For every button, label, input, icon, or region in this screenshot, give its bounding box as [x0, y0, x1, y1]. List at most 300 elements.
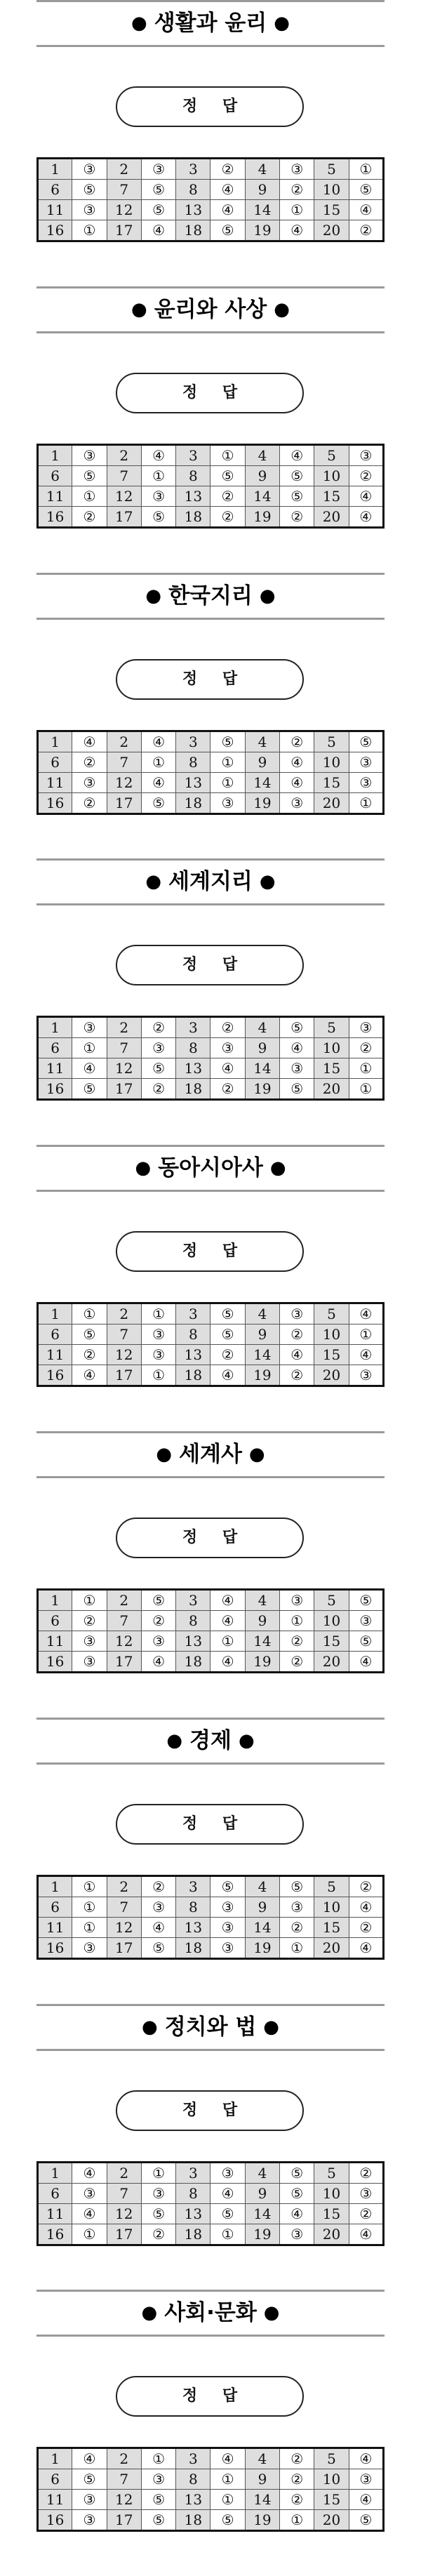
question-number: 16: [38, 1651, 72, 1672]
section-top-rule: [36, 573, 385, 575]
answer-choice: ④: [349, 2224, 383, 2245]
answer-choice: ①: [72, 1038, 107, 1058]
answer-choice: ②: [72, 752, 107, 772]
table-row: [38, 1897, 384, 1917]
question-number: 17: [107, 1079, 141, 1100]
answer-choice: ⑤: [349, 2510, 383, 2531]
answer-choice: ④: [72, 2203, 107, 2224]
answer-choice: ②: [141, 1079, 175, 1100]
question-number: 10: [314, 465, 349, 486]
bullet-dot-icon: ●: [263, 2016, 279, 2038]
answer-choice: ⑤: [72, 1079, 107, 1100]
question-number: 11: [38, 486, 72, 506]
question-number: 14: [245, 200, 279, 220]
answer-choice: ③: [141, 1345, 175, 1365]
table-row: [38, 506, 384, 527]
answer-choice: ⑤: [141, 1589, 175, 1610]
answer-label-badge: 정 답: [116, 1518, 304, 1558]
question-number: 7: [107, 2183, 141, 2203]
answer-choice: ②: [280, 1631, 314, 1651]
table-row: [38, 180, 384, 200]
question-number: 1: [38, 1875, 72, 1897]
question-number: 12: [107, 1917, 141, 1937]
answer-choice: ②: [72, 1345, 107, 1365]
question-number: 17: [107, 1937, 141, 1958]
question-number: 19: [245, 220, 279, 241]
question-number: 19: [245, 1937, 279, 1958]
answer-choice: ③: [349, 752, 383, 772]
subject-section: [0, 573, 421, 859]
bullet-dot-icon: ●: [145, 585, 162, 606]
section-top-rule: [36, 286, 385, 288]
section-bottom-rule: [36, 2335, 385, 2337]
answer-table: [36, 1588, 385, 1673]
table-row: [38, 2203, 384, 2224]
answer-choice: ②: [280, 731, 314, 752]
answer-label-badge: 정 답: [116, 373, 304, 413]
question-number: 9: [245, 2183, 279, 2203]
question-number: 4: [245, 1017, 279, 1038]
answer-choice: ⑤: [280, 486, 314, 506]
question-number: 12: [107, 1631, 141, 1651]
bullet-dot-icon: ●: [142, 2016, 158, 2038]
question-number: 11: [38, 2203, 72, 2224]
answer-choice: ④: [349, 1897, 383, 1917]
answer-choice: ⑤: [210, 731, 245, 752]
question-number: 18: [176, 2224, 210, 2245]
question-number: 18: [176, 1651, 210, 1672]
question-number: 15: [314, 772, 349, 792]
answer-choice: ①: [141, 1303, 175, 1324]
answer-choice: ①: [210, 752, 245, 772]
answer-choice: ③: [210, 1937, 245, 1958]
table-row: [38, 200, 384, 220]
question-number: 20: [314, 1937, 349, 1958]
question-number: 6: [38, 2183, 72, 2203]
answer-choice: ②: [141, 1017, 175, 1038]
answer-choice: ④: [349, 1651, 383, 1672]
table-row: [38, 2162, 384, 2183]
answer-choice: ③: [141, 2183, 175, 2203]
question-number: 7: [107, 1897, 141, 1917]
answer-choice: ③: [72, 2510, 107, 2531]
answer-choice: ③: [280, 792, 314, 814]
answer-choice: ②: [280, 2448, 314, 2469]
answer-label-badge: 정 답: [116, 1231, 304, 1272]
question-number: 4: [245, 1589, 279, 1610]
question-number: 12: [107, 1345, 141, 1365]
question-number: 13: [176, 772, 210, 792]
answer-table: [36, 1016, 385, 1101]
question-number: 11: [38, 1058, 72, 1079]
question-number: 12: [107, 1058, 141, 1079]
answer-choice: ③: [210, 1897, 245, 1917]
question-number: 7: [107, 1038, 141, 1058]
bullet-dot-icon: ●: [269, 1157, 286, 1179]
question-number: 8: [176, 1038, 210, 1058]
question-number: 14: [245, 1631, 279, 1651]
answer-choice: ⑤: [210, 2510, 245, 2531]
question-number: 1: [38, 1017, 72, 1038]
answer-choice: ④: [210, 2448, 245, 2469]
answer-choice: ③: [72, 444, 107, 465]
answer-choice: ④: [210, 1651, 245, 1672]
answer-choice: ③: [210, 2162, 245, 2183]
answer-choice: ②: [210, 1079, 245, 1100]
subject-title-text: 사회·문화: [164, 2300, 257, 2326]
table-row: [38, 1303, 384, 1324]
answer-choice: ⑤: [210, 1303, 245, 1324]
subject-title: [36, 2012, 385, 2043]
question-number: 16: [38, 792, 72, 814]
question-number: 15: [314, 1345, 349, 1365]
question-number: 10: [314, 2469, 349, 2490]
answer-choice: ④: [280, 772, 314, 792]
answer-choice: ⑤: [210, 1875, 245, 1897]
subject-section: [0, 2004, 421, 2290]
answer-choice: ④: [210, 2183, 245, 2203]
question-number: 14: [245, 1917, 279, 1937]
question-number: 3: [176, 1017, 210, 1038]
answer-choice: ②: [72, 792, 107, 814]
answer-choice: ②: [349, 465, 383, 486]
table-row: [38, 159, 384, 180]
answer-choice: ③: [280, 1897, 314, 1917]
question-number: 10: [314, 1610, 349, 1631]
answer-choice: ①: [72, 1303, 107, 1324]
table-row: [38, 752, 384, 772]
subject-section: [0, 2290, 421, 2576]
answer-choice: ②: [210, 486, 245, 506]
question-number: 15: [314, 1058, 349, 1079]
answer-choice: ④: [280, 444, 314, 465]
question-number: 4: [245, 2162, 279, 2183]
answer-choice: ③: [141, 1631, 175, 1651]
answer-choice: ③: [349, 1017, 383, 1038]
section-top-rule: [36, 0, 385, 2]
subject-section: [0, 286, 421, 573]
question-number: 9: [245, 180, 279, 200]
answer-choice: ④: [280, 220, 314, 241]
section-bottom-rule: [36, 1762, 385, 1765]
answer-choice: ③: [141, 159, 175, 180]
answer-choice: ②: [210, 506, 245, 527]
answer-choice: ⑤: [141, 1058, 175, 1079]
subject-section: [0, 1431, 421, 1718]
question-number: 18: [176, 2510, 210, 2531]
question-number: 1: [38, 1303, 72, 1324]
answer-choice: ⑤: [141, 2510, 175, 2531]
subject-title: [36, 1439, 385, 1470]
question-number: 10: [314, 1324, 349, 1345]
question-number: 13: [176, 200, 210, 220]
answer-choice: ④: [141, 731, 175, 752]
section-top-rule: [36, 858, 385, 861]
section-bottom-rule: [36, 1476, 385, 1478]
answer-choice: ③: [141, 1324, 175, 1345]
answer-choice: ⑤: [141, 180, 175, 200]
section-bottom-rule: [36, 331, 385, 333]
answer-choice: ⑤: [349, 1589, 383, 1610]
answer-choice: ⑤: [141, 1937, 175, 1958]
answer-choice: ②: [349, 1875, 383, 1897]
answer-choice: ④: [141, 1651, 175, 1672]
question-number: 7: [107, 180, 141, 200]
table-row: [38, 2469, 384, 2490]
answer-choice: ④: [280, 1345, 314, 1365]
question-number: 9: [245, 2469, 279, 2490]
answer-choice: ⑤: [141, 200, 175, 220]
table-row: [38, 486, 384, 506]
question-number: 5: [314, 1017, 349, 1038]
question-number: 16: [38, 2224, 72, 2245]
answer-choice: ⑤: [210, 2203, 245, 2224]
answer-choice: ②: [141, 2224, 175, 2245]
answer-choice: ③: [72, 2490, 107, 2510]
bullet-dot-icon: ●: [263, 2302, 280, 2324]
answer-choice: ①: [72, 1917, 107, 1937]
question-number: 3: [176, 1589, 210, 1610]
answer-choice: ②: [280, 506, 314, 527]
bullet-dot-icon: ●: [259, 585, 276, 606]
answer-choice: ⑤: [280, 2162, 314, 2183]
question-number: 3: [176, 1303, 210, 1324]
answer-choice: ③: [72, 2183, 107, 2203]
subject-title: [36, 1725, 385, 1756]
question-number: 18: [176, 220, 210, 241]
question-number: 15: [314, 2490, 349, 2510]
subject-title: [36, 8, 385, 39]
question-number: 8: [176, 1324, 210, 1345]
answer-choice: ②: [280, 1917, 314, 1937]
question-number: 5: [314, 2448, 349, 2469]
question-number: 10: [314, 1897, 349, 1917]
subject-title: [36, 580, 385, 611]
answer-choice: ⑤: [141, 506, 175, 527]
question-number: 3: [176, 159, 210, 180]
table-row: [38, 731, 384, 752]
question-number: 5: [314, 1875, 349, 1897]
subject-title-text: 정치와 법: [164, 2014, 257, 2040]
question-number: 16: [38, 506, 72, 527]
section-bottom-rule: [36, 618, 385, 620]
question-number: 9: [245, 1324, 279, 1345]
question-number: 5: [314, 159, 349, 180]
answer-choice: ②: [349, 1917, 383, 1937]
answer-choice: ③: [210, 1038, 245, 1058]
question-number: 5: [314, 444, 349, 465]
question-number: 8: [176, 465, 210, 486]
answer-choice: ⑤: [141, 2203, 175, 2224]
table-row: [38, 1875, 384, 1897]
question-number: 2: [107, 1589, 141, 1610]
question-number: 18: [176, 792, 210, 814]
answer-label-badge: 정 답: [116, 2090, 304, 2131]
bullet-dot-icon: ●: [145, 871, 162, 893]
question-number: 3: [176, 444, 210, 465]
table-row: [38, 1079, 384, 1100]
answer-table: [36, 1302, 385, 1387]
question-number: 6: [38, 1610, 72, 1631]
answer-choice: ④: [349, 506, 383, 527]
answer-table: [36, 1875, 385, 1960]
question-number: 17: [107, 2224, 141, 2245]
subject-section: [0, 1145, 421, 1431]
table-row: [38, 1937, 384, 1958]
answer-choice: ③: [72, 200, 107, 220]
subject-title: [36, 1153, 385, 1183]
subject-title: [36, 866, 385, 897]
section-top-rule: [36, 1431, 385, 1433]
answer-choice: ⑤: [349, 180, 383, 200]
question-number: 4: [245, 2448, 279, 2469]
question-number: 15: [314, 486, 349, 506]
question-number: 2: [107, 1303, 141, 1324]
question-number: 8: [176, 2183, 210, 2203]
answer-choice: ②: [141, 1610, 175, 1631]
answer-choice: ①: [141, 752, 175, 772]
question-number: 9: [245, 465, 279, 486]
question-number: 1: [38, 444, 72, 465]
answer-choice: ⑤: [72, 2469, 107, 2490]
question-number: 15: [314, 2203, 349, 2224]
question-number: 7: [107, 1324, 141, 1345]
answer-choice: ④: [280, 2203, 314, 2224]
question-number: 7: [107, 1610, 141, 1631]
table-row: [38, 2448, 384, 2469]
question-number: 10: [314, 2183, 349, 2203]
answer-choice: ⑤: [210, 220, 245, 241]
question-number: 16: [38, 1079, 72, 1100]
answer-choice: ①: [280, 2510, 314, 2531]
question-number: 2: [107, 2448, 141, 2469]
table-row: [38, 1365, 384, 1386]
table-row: [38, 1610, 384, 1631]
table-row: [38, 1058, 384, 1079]
answer-label-badge: 정 답: [116, 945, 304, 985]
question-number: 20: [314, 506, 349, 527]
answer-choice: ⑤: [210, 1324, 245, 1345]
question-number: 17: [107, 506, 141, 527]
question-number: 2: [107, 1017, 141, 1038]
answer-choice: ③: [280, 1058, 314, 1079]
answer-choice: ④: [141, 220, 175, 241]
answer-choice: ②: [349, 220, 383, 241]
question-number: 5: [314, 731, 349, 752]
question-number: 19: [245, 1365, 279, 1386]
question-number: 13: [176, 2203, 210, 2224]
question-number: 16: [38, 2510, 72, 2531]
answer-choice: ④: [349, 2448, 383, 2469]
table-row: [38, 772, 384, 792]
answer-choice: ④: [210, 1610, 245, 1631]
answer-choice: ①: [141, 2162, 175, 2183]
question-number: 13: [176, 1058, 210, 1079]
answer-choice: ④: [280, 1038, 314, 1058]
answer-label-badge: 정 답: [116, 86, 304, 127]
question-number: 5: [314, 1589, 349, 1610]
answer-choice: ⑤: [349, 731, 383, 752]
question-number: 6: [38, 1897, 72, 1917]
answer-choice: ④: [141, 444, 175, 465]
answer-choice: ③: [141, 1038, 175, 1058]
answer-choice: ①: [210, 2469, 245, 2490]
answer-choice: ③: [72, 1651, 107, 1672]
answer-choice: ④: [280, 752, 314, 772]
question-number: 16: [38, 1937, 72, 1958]
question-number: 4: [245, 1875, 279, 1897]
question-number: 6: [38, 1038, 72, 1058]
question-number: 8: [176, 752, 210, 772]
answer-choice: ④: [349, 486, 383, 506]
answer-choice: ⑤: [72, 465, 107, 486]
subject-section: [0, 1718, 421, 2004]
question-number: 20: [314, 220, 349, 241]
table-row: [38, 1038, 384, 1058]
answer-choice: ①: [72, 1589, 107, 1610]
question-number: 1: [38, 1589, 72, 1610]
table-row: [38, 2183, 384, 2203]
question-number: 3: [176, 1875, 210, 1897]
question-number: 15: [314, 200, 349, 220]
answer-table: [36, 730, 385, 815]
section-top-rule: [36, 2290, 385, 2292]
question-number: 20: [314, 1365, 349, 1386]
answer-choice: ②: [280, 2469, 314, 2490]
question-number: 19: [245, 2510, 279, 2531]
answer-label-badge: 정 답: [116, 1804, 304, 1845]
question-number: 11: [38, 1345, 72, 1365]
table-row: [38, 792, 384, 814]
answer-choice: ⑤: [280, 1875, 314, 1897]
answer-choice: ②: [349, 1038, 383, 1058]
bullet-dot-icon: ●: [274, 13, 290, 34]
subject-title-text: 생활과 윤리: [154, 11, 267, 36]
question-number: 12: [107, 486, 141, 506]
section-top-rule: [36, 1718, 385, 1720]
question-number: 8: [176, 2469, 210, 2490]
answer-choice: ①: [349, 159, 383, 180]
answer-choice: ②: [210, 1017, 245, 1038]
subject-section: [0, 858, 421, 1145]
answer-table: [36, 2447, 385, 2532]
question-number: 14: [245, 486, 279, 506]
question-number: 8: [176, 180, 210, 200]
answer-choice: ③: [349, 1365, 383, 1386]
answer-choice: ②: [280, 2490, 314, 2510]
table-row: [38, 465, 384, 486]
question-number: 7: [107, 2469, 141, 2490]
question-number: 11: [38, 200, 72, 220]
answer-choice: ①: [210, 1631, 245, 1651]
table-row: [38, 1017, 384, 1038]
table-row: [38, 2224, 384, 2245]
answer-choice: ①: [210, 2490, 245, 2510]
question-number: 10: [314, 1038, 349, 1058]
answer-choice: ⑤: [280, 1017, 314, 1038]
answer-choice: ①: [349, 1079, 383, 1100]
question-number: 2: [107, 2162, 141, 2183]
answer-choice: ②: [72, 506, 107, 527]
answer-choice: ①: [349, 1058, 383, 1079]
bullet-dot-icon: ●: [156, 1443, 173, 1465]
bullet-dot-icon: ●: [166, 1729, 183, 1751]
table-row: [38, 1917, 384, 1937]
answer-choice: ①: [280, 1937, 314, 1958]
answer-choice: ④: [349, 1303, 383, 1324]
question-number: 15: [314, 1917, 349, 1937]
question-number: 18: [176, 1937, 210, 1958]
